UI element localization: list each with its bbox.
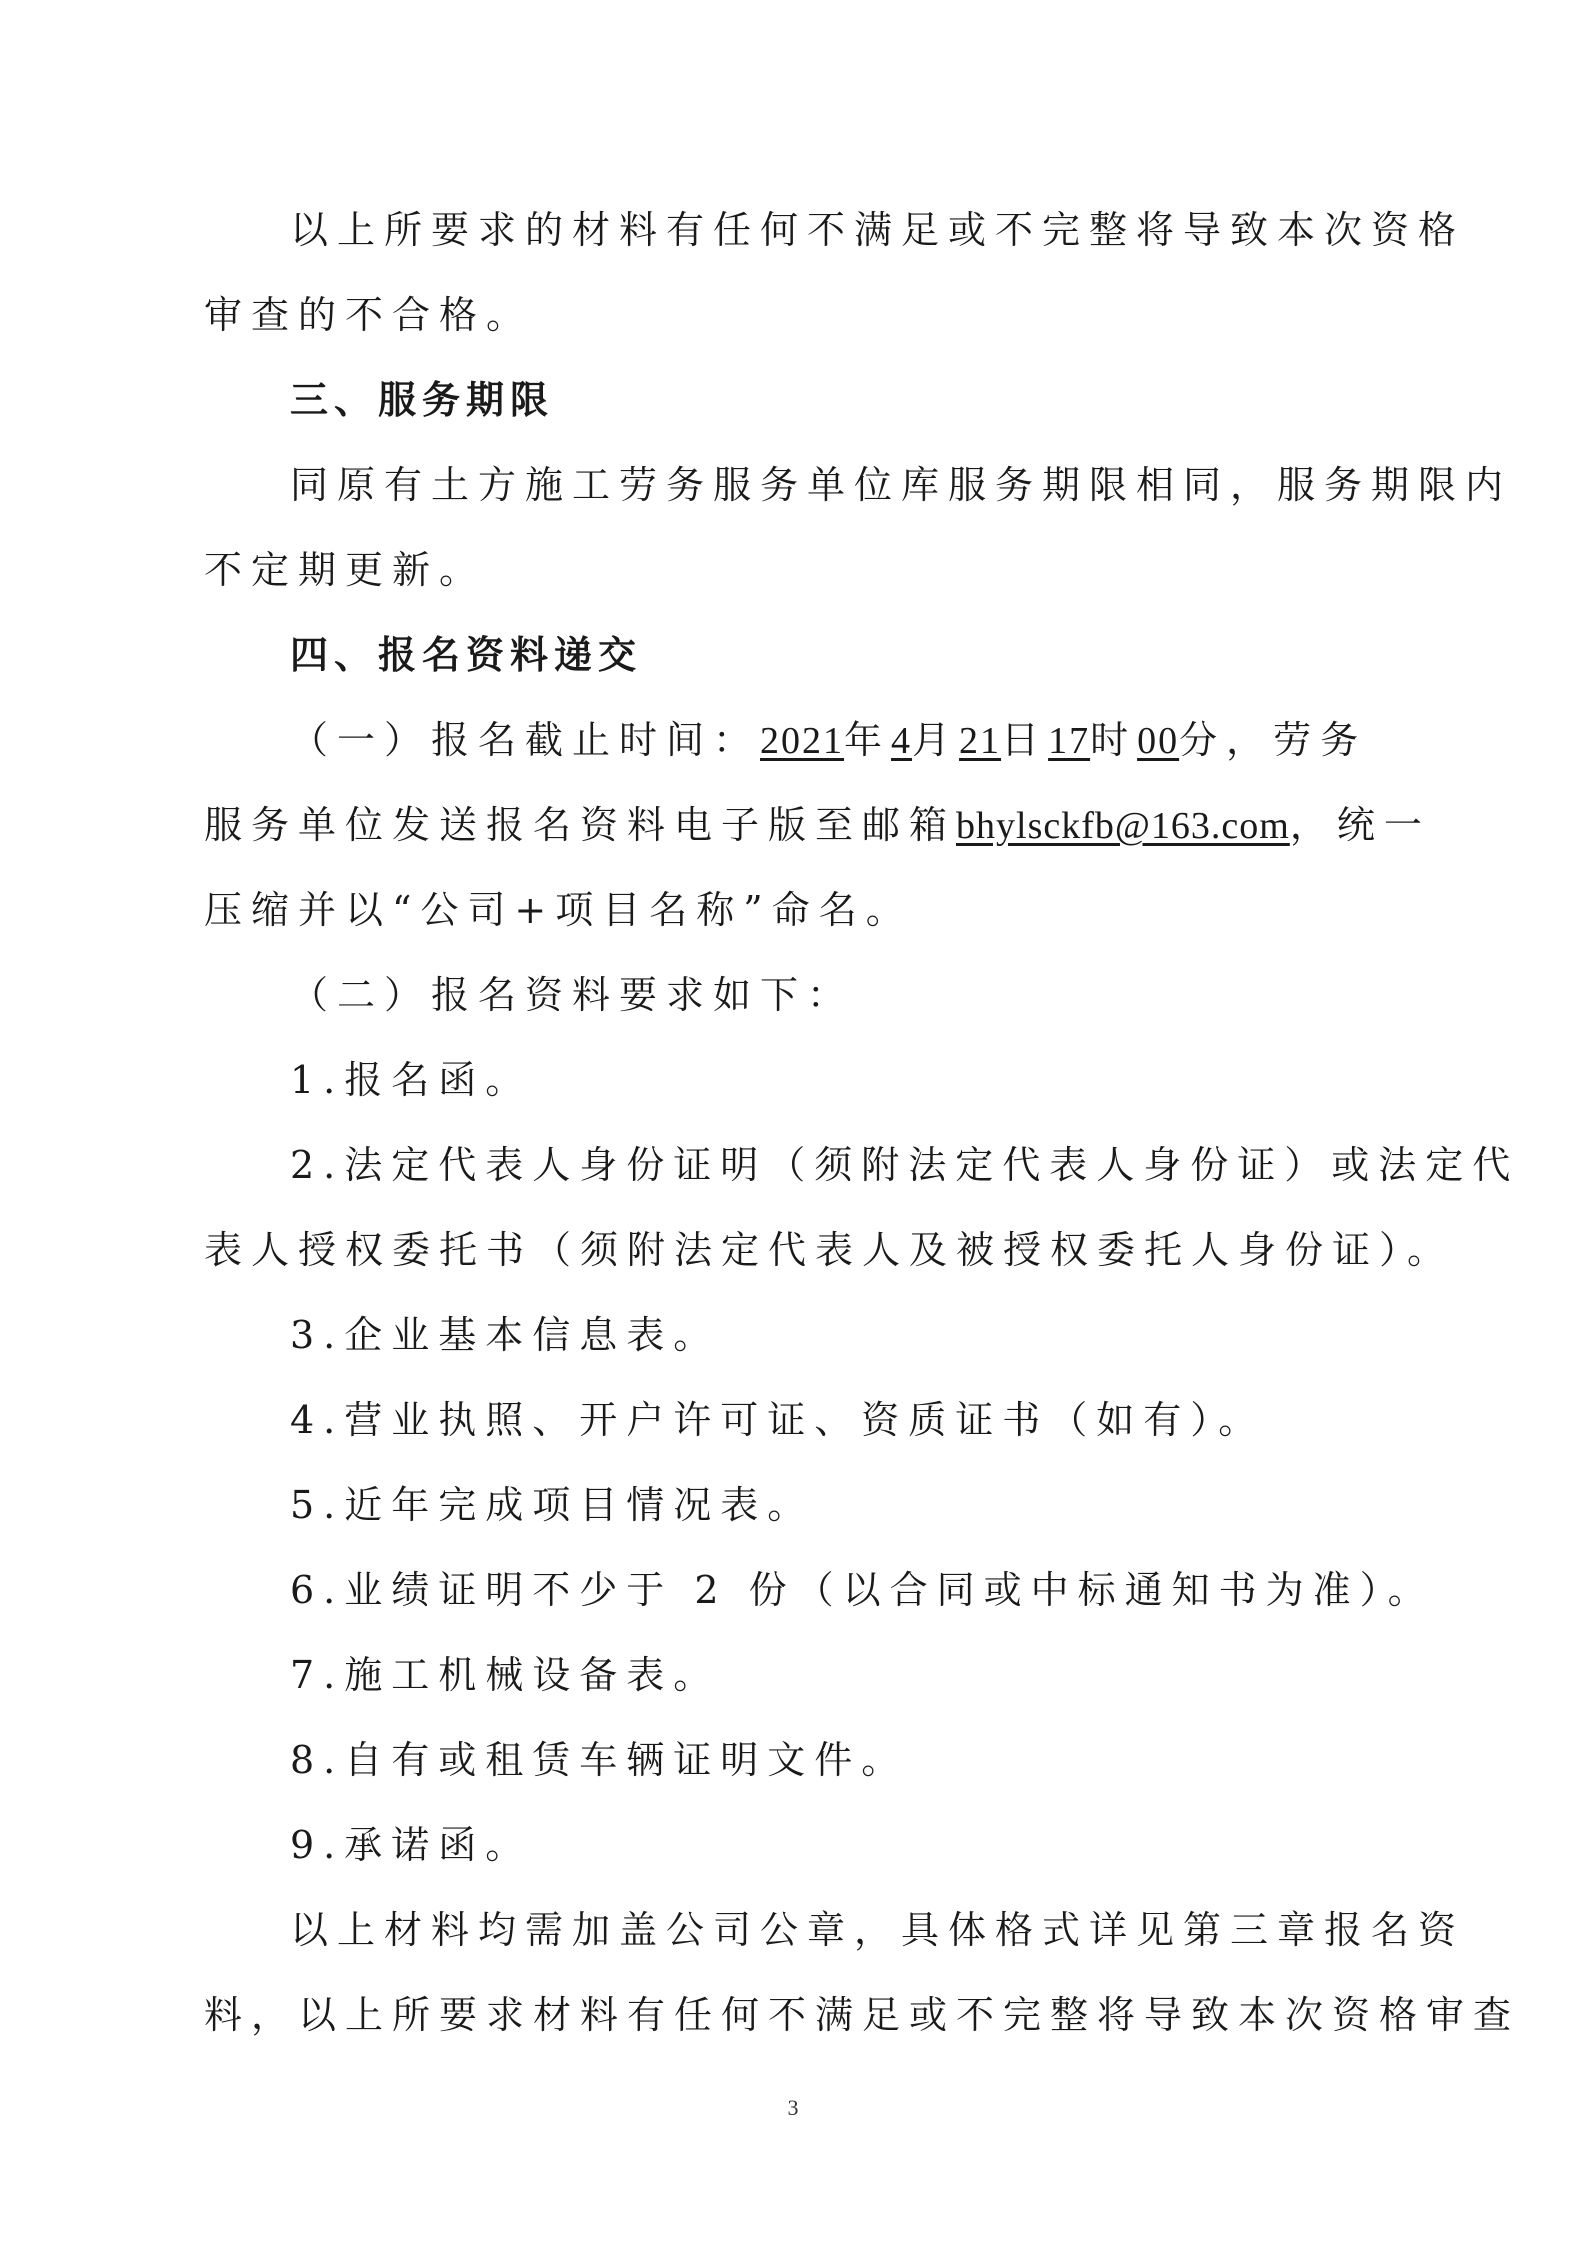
list-item: 9.承诺函。 xyxy=(290,1823,533,1867)
deadline-hour: 17 xyxy=(1048,720,1091,762)
list-item: 2.法定代表人身份证明（须附法定代表人身份证）或法定代 xyxy=(290,1143,1520,1187)
day-unit: 日 xyxy=(1001,718,1049,762)
deadline-minute: 00 xyxy=(1137,720,1180,762)
section-heading-4: 四、报名资料递交 xyxy=(290,632,643,677)
year-unit: 年 xyxy=(844,718,892,762)
paragraph-line: 不定期更新。 xyxy=(204,548,487,592)
list-item: 5.近年完成项目情况表。 xyxy=(290,1483,815,1527)
paragraph-line: 审查的不合格。 xyxy=(204,293,534,337)
deadline-line xyxy=(290,718,1367,763)
page-number: 3 xyxy=(787,2095,799,2120)
deadline-year: 2021 xyxy=(760,720,845,762)
list-item: 3.企业基本信息表。 xyxy=(290,1313,721,1357)
paragraph-line: 压缩并以“公司+项目名称”命名。 xyxy=(204,888,913,932)
hour-unit: 时 xyxy=(1090,718,1138,762)
paragraph-line: 以上所要求的材料有任何不满足或不完整将导致本次资格 xyxy=(290,208,1466,252)
email-suffix: ，统一 xyxy=(1289,803,1431,847)
email-link[interactable]: bhylsckfb@163.com xyxy=(956,805,1290,847)
email-prefix: 服务单位发送报名资料电子版至邮箱 xyxy=(204,803,957,847)
deadline-month: 4 xyxy=(891,720,913,762)
deadline-day: 21 xyxy=(959,720,1002,762)
list-item-continuation: 表人授权委托书（须附法定代表人及被授权委托人身份证）。 xyxy=(204,1228,1455,1272)
list-item: 7.施工机械设备表。 xyxy=(290,1653,721,1697)
list-item: 4.营业执照、开户许可证、资质证书（如有）。 xyxy=(290,1398,1266,1442)
list-item: 1.报名函。 xyxy=(290,1058,533,1102)
paragraph-line: 同原有土方施工劳务服务单位库服务期限相同，服务期限内 xyxy=(290,463,1513,507)
list-item: 6.业绩证明不少于 2 份（以合同或中标通知书为准）。 xyxy=(290,1568,1435,1612)
requirements-intro: （二）报名资料要求如下： xyxy=(290,973,855,1017)
month-unit: 月 xyxy=(912,718,960,762)
paragraph-line: 以上材料均需加盖公司公章，具体格式详见第三章报名资 xyxy=(290,1908,1466,1952)
minute-unit: 分，劳务 xyxy=(1179,718,1368,762)
email-line xyxy=(204,803,1431,848)
deadline-prefix: （一）报名截止时间： xyxy=(290,718,761,762)
list-item: 8.自有或租赁车辆证明文件。 xyxy=(290,1738,909,1782)
paragraph-line: 料，以上所要求材料有任何不满足或不完整将导致本次资格审查 xyxy=(204,1993,1521,2037)
section-heading-3: 三、服务期限 xyxy=(290,377,555,422)
